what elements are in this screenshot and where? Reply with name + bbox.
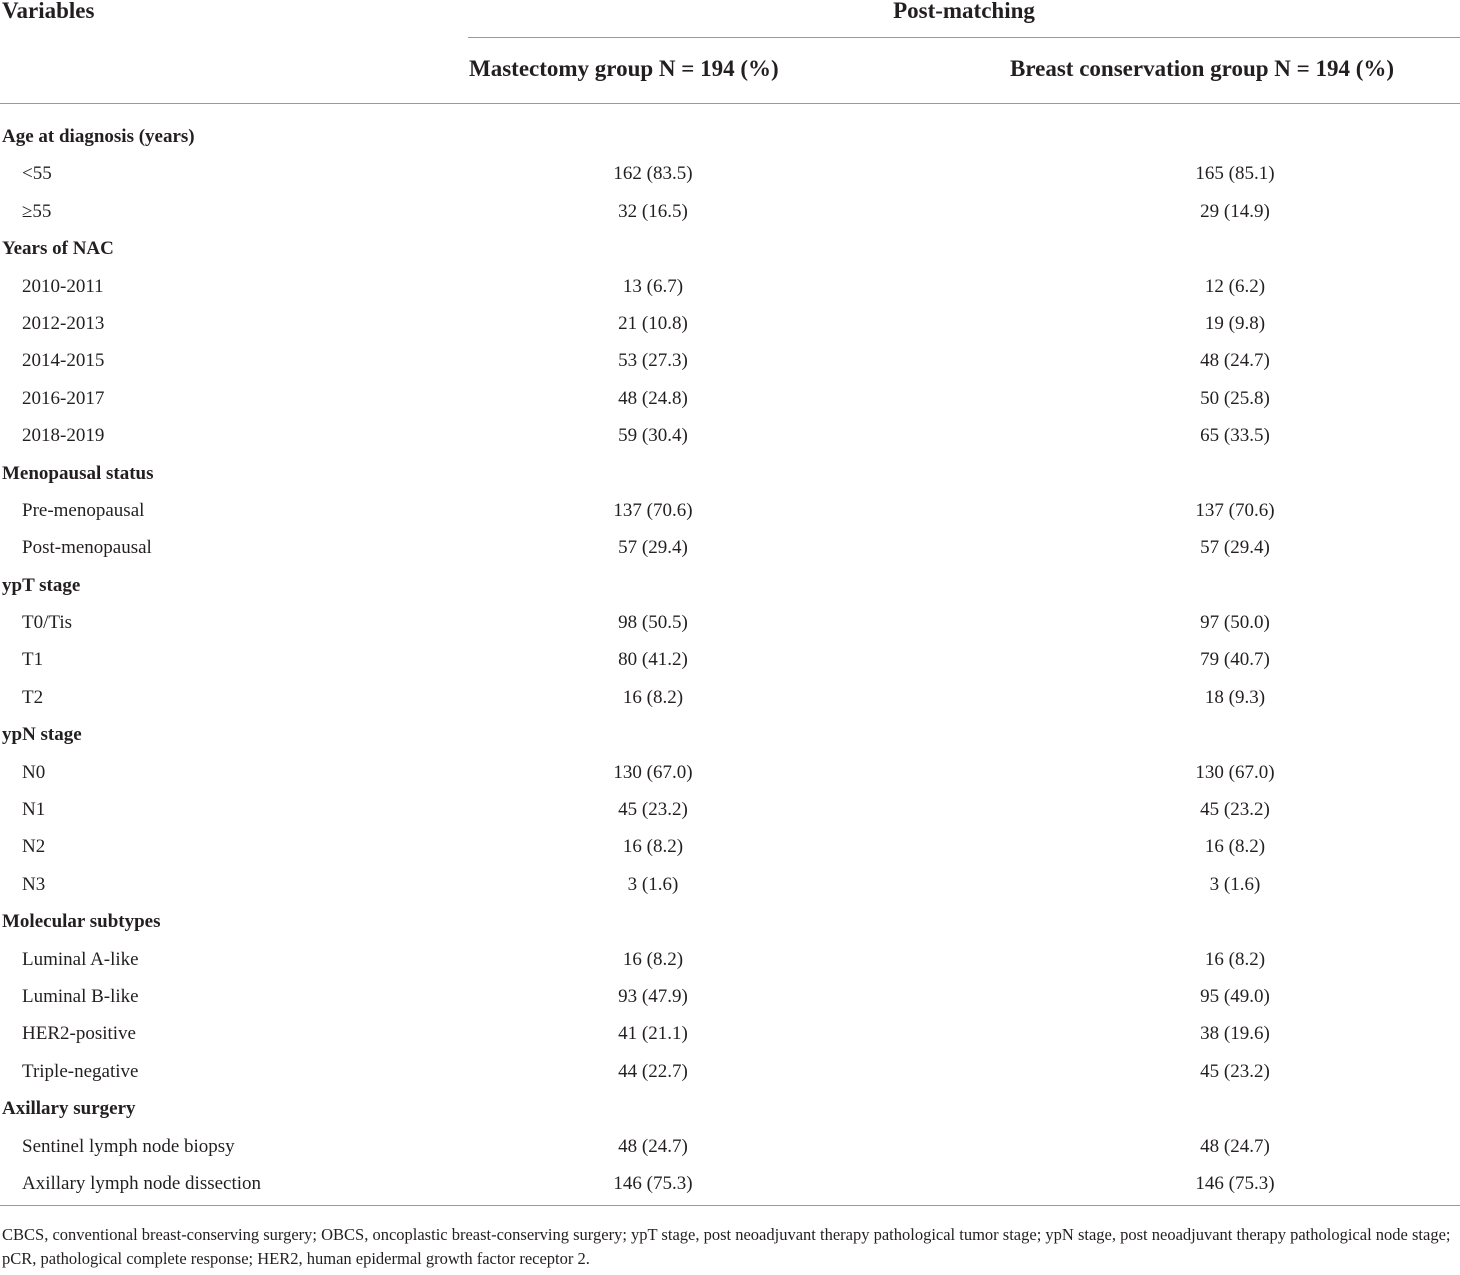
mastectomy-value: 53 (27.3) [618, 350, 688, 372]
breast-conservation-value: 50 (25.8) [1200, 387, 1270, 409]
row-label: Sentinel lymph node biopsy [22, 1135, 235, 1157]
breast-conservation-value: 16 (8.2) [1204, 836, 1266, 858]
mastectomy-value: 130 (67.0) [613, 761, 693, 783]
group-header-divider [468, 37, 1460, 38]
table-row [0, 1165, 1460, 1202]
breast-conservation-value: 38 (19.6) [1200, 1023, 1270, 1045]
mastectomy-value: 80 (41.2) [618, 649, 688, 671]
table-row [0, 342, 1460, 379]
table-bottom-divider [0, 1205, 1460, 1206]
mastectomy-value: 13 (6.7) [622, 275, 684, 297]
row-label: Triple-negative [22, 1060, 139, 1082]
table-row [0, 492, 1460, 529]
table-row [0, 1015, 1460, 1052]
breast-conservation-value: 19 (9.8) [1204, 312, 1266, 334]
breast-conservation-value: 16 (8.2) [1204, 948, 1266, 970]
category-label: Years of NAC [2, 238, 114, 260]
mastectomy-value: 3 (1.6) [627, 873, 679, 895]
category-label: Age at diagnosis (years) [2, 126, 195, 147]
table-body [0, 118, 1460, 1202]
row-label: T2 [22, 686, 44, 708]
breast-conservation-value: 12 (6.2) [1204, 275, 1266, 297]
table-row [0, 417, 1460, 454]
table-row [0, 305, 1460, 342]
mastectomy-value: 16 (8.2) [622, 686, 684, 708]
breast-conservation-value: 130 (67.0) [1195, 761, 1275, 783]
table-row [0, 866, 1460, 903]
mastectomy-value: 137 (70.6) [613, 499, 693, 521]
row-label: 2010-2011 [22, 275, 104, 297]
category-label: Menopausal status [2, 462, 154, 484]
category-row [0, 455, 1460, 492]
row-label: 2014-2015 [22, 350, 105, 372]
table-row [0, 529, 1460, 566]
breast-conservation-value: 97 (50.0) [1200, 612, 1270, 634]
row-label: <55 [22, 163, 52, 185]
mastectomy-column-header: Mastectomy group N = 194 (%) [469, 56, 779, 81]
row-label: ≥55 [22, 200, 52, 222]
breast-conservation-value: 65 (33.5) [1200, 425, 1270, 447]
mastectomy-value: 45 (23.2) [618, 799, 688, 821]
breast-conservation-column-header: Breast conservation group N = 194 (%) [1010, 56, 1395, 81]
row-label: Pre-menopausal [22, 499, 145, 521]
mastectomy-value: 146 (75.3) [613, 1172, 693, 1194]
category-label: ypN stage [2, 724, 82, 746]
table-row [0, 155, 1460, 192]
mastectomy-value: 21 (10.8) [618, 312, 688, 334]
table-row [0, 604, 1460, 641]
row-label: T0/Tis [22, 612, 72, 634]
breast-conservation-value: 45 (23.2) [1200, 799, 1270, 821]
category-row [0, 716, 1460, 753]
table-row [0, 268, 1460, 305]
breast-conservation-value: 48 (24.7) [1200, 350, 1270, 372]
table-row [0, 941, 1460, 978]
header-divider [0, 103, 1460, 104]
category-row [0, 230, 1460, 267]
table-row [0, 1053, 1460, 1090]
row-label: 2016-2017 [22, 387, 105, 409]
breast-conservation-value: 165 (85.1) [1195, 163, 1275, 185]
table-row [0, 791, 1460, 828]
mastectomy-value: 93 (47.9) [618, 985, 688, 1007]
table-row [0, 978, 1460, 1015]
breast-conservation-value: 45 (23.2) [1200, 1060, 1270, 1082]
table-footnote: CBCS, conventional breast-conserving surgery; OBCS, oncoplastic breast-conserving surgery; ypT stage, post neoadjuvant therapy pathological tumor stage; ypN stage, post neoadjuvant therapy pathological node stage; pCR, pathological complete response; HER2, human epidermal growth factor receptor 2. [2, 1225, 1451, 1268]
mastectomy-value: 57 (29.4) [618, 537, 688, 559]
mastectomy-value: 16 (8.2) [622, 836, 684, 858]
row-label: Luminal B-like [22, 985, 139, 1007]
table-row [0, 679, 1460, 716]
table-row [0, 828, 1460, 865]
row-label: 2018-2019 [22, 425, 105, 447]
breast-conservation-value: 79 (40.7) [1200, 649, 1270, 671]
mastectomy-value: 41 (21.1) [618, 1023, 688, 1045]
row-label: Post-menopausal [22, 537, 152, 559]
row-label: N2 [22, 836, 46, 858]
breast-conservation-value: 48 (24.7) [1200, 1135, 1270, 1157]
breast-conservation-value: 29 (14.9) [1200, 200, 1270, 222]
category-row [0, 1090, 1460, 1127]
variables-column-header: Variables [2, 0, 95, 23]
category-label: Axillary surgery [2, 1098, 136, 1120]
breast-conservation-value: 95 (49.0) [1200, 985, 1270, 1007]
row-label: N0 [22, 761, 46, 783]
category-label: Molecular subtypes [2, 911, 161, 933]
table-row [0, 754, 1460, 791]
row-label: HER2-positive [22, 1023, 136, 1045]
table-row [0, 380, 1460, 417]
breast-conservation-value: 18 (9.3) [1204, 686, 1266, 708]
row-label: Axillary lymph node dissection [22, 1172, 262, 1194]
mastectomy-value: 48 (24.7) [618, 1135, 688, 1157]
breast-conservation-value: 57 (29.4) [1200, 537, 1270, 559]
row-label: N3 [22, 873, 46, 895]
mastectomy-value: 98 (50.5) [618, 612, 688, 634]
category-row [0, 567, 1460, 604]
mastectomy-value: 44 (22.7) [618, 1060, 688, 1082]
post-matching-group-header: Post-matching [893, 0, 1035, 23]
row-label: Luminal A-like [22, 948, 139, 970]
category-label: ypT stage [2, 574, 81, 596]
mastectomy-value: 162 (83.5) [613, 163, 693, 185]
table-row [0, 641, 1460, 678]
breast-conservation-value: 146 (75.3) [1195, 1172, 1275, 1194]
breast-conservation-value: 3 (1.6) [1209, 873, 1261, 895]
breast-conservation-value: 137 (70.6) [1195, 499, 1275, 521]
table-row [0, 1128, 1460, 1165]
mastectomy-value: 48 (24.8) [618, 387, 688, 409]
row-label: N1 [22, 799, 46, 821]
category-row [0, 903, 1460, 940]
row-label: 2012-2013 [22, 312, 105, 334]
category-row [0, 118, 1460, 155]
row-label: T1 [22, 649, 44, 671]
mastectomy-value: 16 (8.2) [622, 948, 684, 970]
table-row [0, 193, 1460, 230]
mastectomy-value: 59 (30.4) [618, 425, 688, 447]
mastectomy-value: 32 (16.5) [618, 200, 688, 222]
